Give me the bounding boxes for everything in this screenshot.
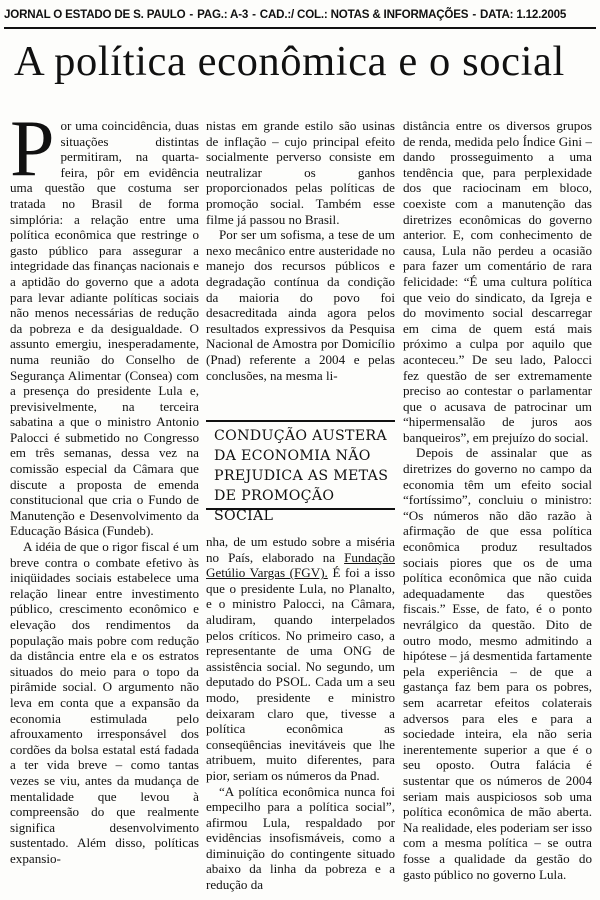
paragraph: nistas em grande estilo são usinas de inflação – cujo principal efeito socialmente perverso consiste em neutralizar os ganhos proporcionados pelas políticas de promoção social. Também esse filme já passou no Brasil.	[206, 118, 395, 227]
newspaper-name: JORNAL O ESTADO DE S. PAULO	[4, 8, 186, 21]
paragraph: Depois de assinalar que as diretrizes do governo no campo da economia têm um efeito social “fortíssimo”, concluiu o ministro: “Os números não dão razão à afirmação de que essa política econômica produz resultados sociais piores que os de uma política econômica que não cuida adequadamente das questões fiscais.” Esse, de fato, é o ponto nevrálgico da questão. Dito de outro modo, mesmo admitindo a hipótese – já desmentida fartamente pela experiência – de que a gastança faz bem para os pobres, sem acarretar efeitos colaterais adversos para eles e para a sociedade inteira, ela não seria inerentemente superior a que é o seu oposto. Outra falácia é sustentar que os números de 2004 seriam mais auspiciosos sob uma política econômica de mão aberta. Na realidade, eles poderiam ser isso com a mesma política – se outra fosse a qualidade da gestão do gasto público no governo Lula.	[403, 445, 592, 882]
paragraph: distância entre os diversos grupos de renda, medida pelo Índice Gini – dando prosseguimento a uma tendência que, para perplexidade dos que raciocinam em bloco, coexiste com a manutenção das diretrizes econômicas do governo anterior. E, com conhecimento de causa, Lula não perdeu a ocasião para fazer um comentário de rara felicidade: “É uma cultura política que veio do sindicato, da Igreja e do movimento social descarregar em cima de quem está mais próximo a culpa por aquilo que aconteceu.” De seu lado, Palocci fez questão de ser extremamente preciso ao contestar o parlamentar que o acusava de patrocinar um “hipermensalão de juros aos banqueiros”, em prejuízo do social.	[403, 118, 592, 445]
article-column-2-top	[206, 118, 395, 394]
article-column-2-bottom	[206, 534, 395, 898]
pull-quote-text: CONDUÇÃO AUSTERA DA ECONOMIA NÃO PREJUDICA AS METAS DE PROMOÇÃO SOCIAL	[214, 428, 389, 524]
drop-cap: P	[10, 118, 55, 193]
header-rule	[4, 27, 596, 29]
fgv-reference: Fundação Getúlio Vargas (FGV).	[206, 549, 395, 581]
headline: A política econômica e o social	[14, 38, 565, 85]
pull-quote	[206, 420, 395, 524]
section-name: CAD.:/ COL.: NOTAS & INFORMAÇÕES	[259, 8, 469, 21]
article-column-1	[10, 118, 199, 898]
paragraph: nha, de um estudo sobre a miséria no País, elaborado na Fundação Getúlio Vargas (FGV). É foi a isso que o presidente Lula, no Planalto, e o ministro Palocci, na Câmara, aludiram, quando interpelados pelos críticos. No primeiro caso, a representante de uma ONG de assistência social. No segundo, um deputado do PSOL. Cada um a seu modo, presidente e ministro deixaram claro que, tivesse a política econômica as conseqüências inevitáveis que lhe atribuem, muito diferentes, para pior, seriam os números da Pnad.	[206, 534, 395, 783]
paragraph: Por uma coincidência, duas situações distintas permitiram, na quarta-feira, pôr em evidência uma questão que costuma ser tratada no Brasil de forma simplória: a relação entre uma política econômica que restringe o gasto público para assegurar a integridade das finanças nacionais e a aptidão do governo que a adota para levar adiante políticas sociais não menos necessárias de redução da pobreza e da desigualdade. O assunto emergiu, inesperadamente, numa reunião do Conselho de Segurança Alimentar (Consea) com a presença do presidente Lula e, previsivelmente, na terceira sabatina a que o ministro Antonio Palocci é submetido no Congresso em três semanas, dessa vez na comissão especial da Câmara que discute a proposta de emenda constitucional que cria o Fundo de Manutenção e Desenvolvimento da Educação Básica (Fundeb).	[10, 118, 199, 539]
page-number: PAG.: A-3	[197, 8, 249, 21]
paragraph: “A política econômica nunca foi empecilho para a política social”, afirmou Lula, respaldado por evidências insofismáveis, como a diminuição do contingente situado abaixo da linha da pobreza e a redução da	[206, 783, 395, 893]
paragraph: Por ser um sofisma, a tese de um nexo mecânico entre austeridade no manejo dos recursos públicos e degradação contínua da condição da maioria do povo foi desacreditada ainda agora pelos resultados expressivos da Pesquisa Nacional de Amostra por Domicílio (Pnad) referente a 2004 e pelas conclusões, na mesma li-	[206, 227, 395, 383]
article-column-3	[403, 118, 592, 898]
page-header: JORNAL O ESTADO DE S. PAULO - PAG.: A-3 - CAD.:/ COL.: NOTAS & INFORMAÇÕES - DATA: 1.12.2005	[4, 4, 596, 26]
publication-date: DATA: 1.12.2005	[479, 8, 567, 21]
paragraph: A idéia de que o rigor fiscal é um breve contra o combate efetivo às iniqüidades sociais estabelece uma relação linear entre investimento público, crescimento econômico e elevação dos rendimentos da população mais pobre com redução da distância entre ela e os estratos situados do meio para o topo da pirâmide social. O argumento não leva em conta que a expansão da economia estimulada pelo afrouxamento irresponsável dos cordões da bolsa estatal está fadada a ter vida breve – como tantas vezes se viu, antes da mudança de mentalidade que levou à compreensão do que realmente significa desenvolvimento sustentado. Além disso, políticas expansio-	[10, 539, 199, 866]
